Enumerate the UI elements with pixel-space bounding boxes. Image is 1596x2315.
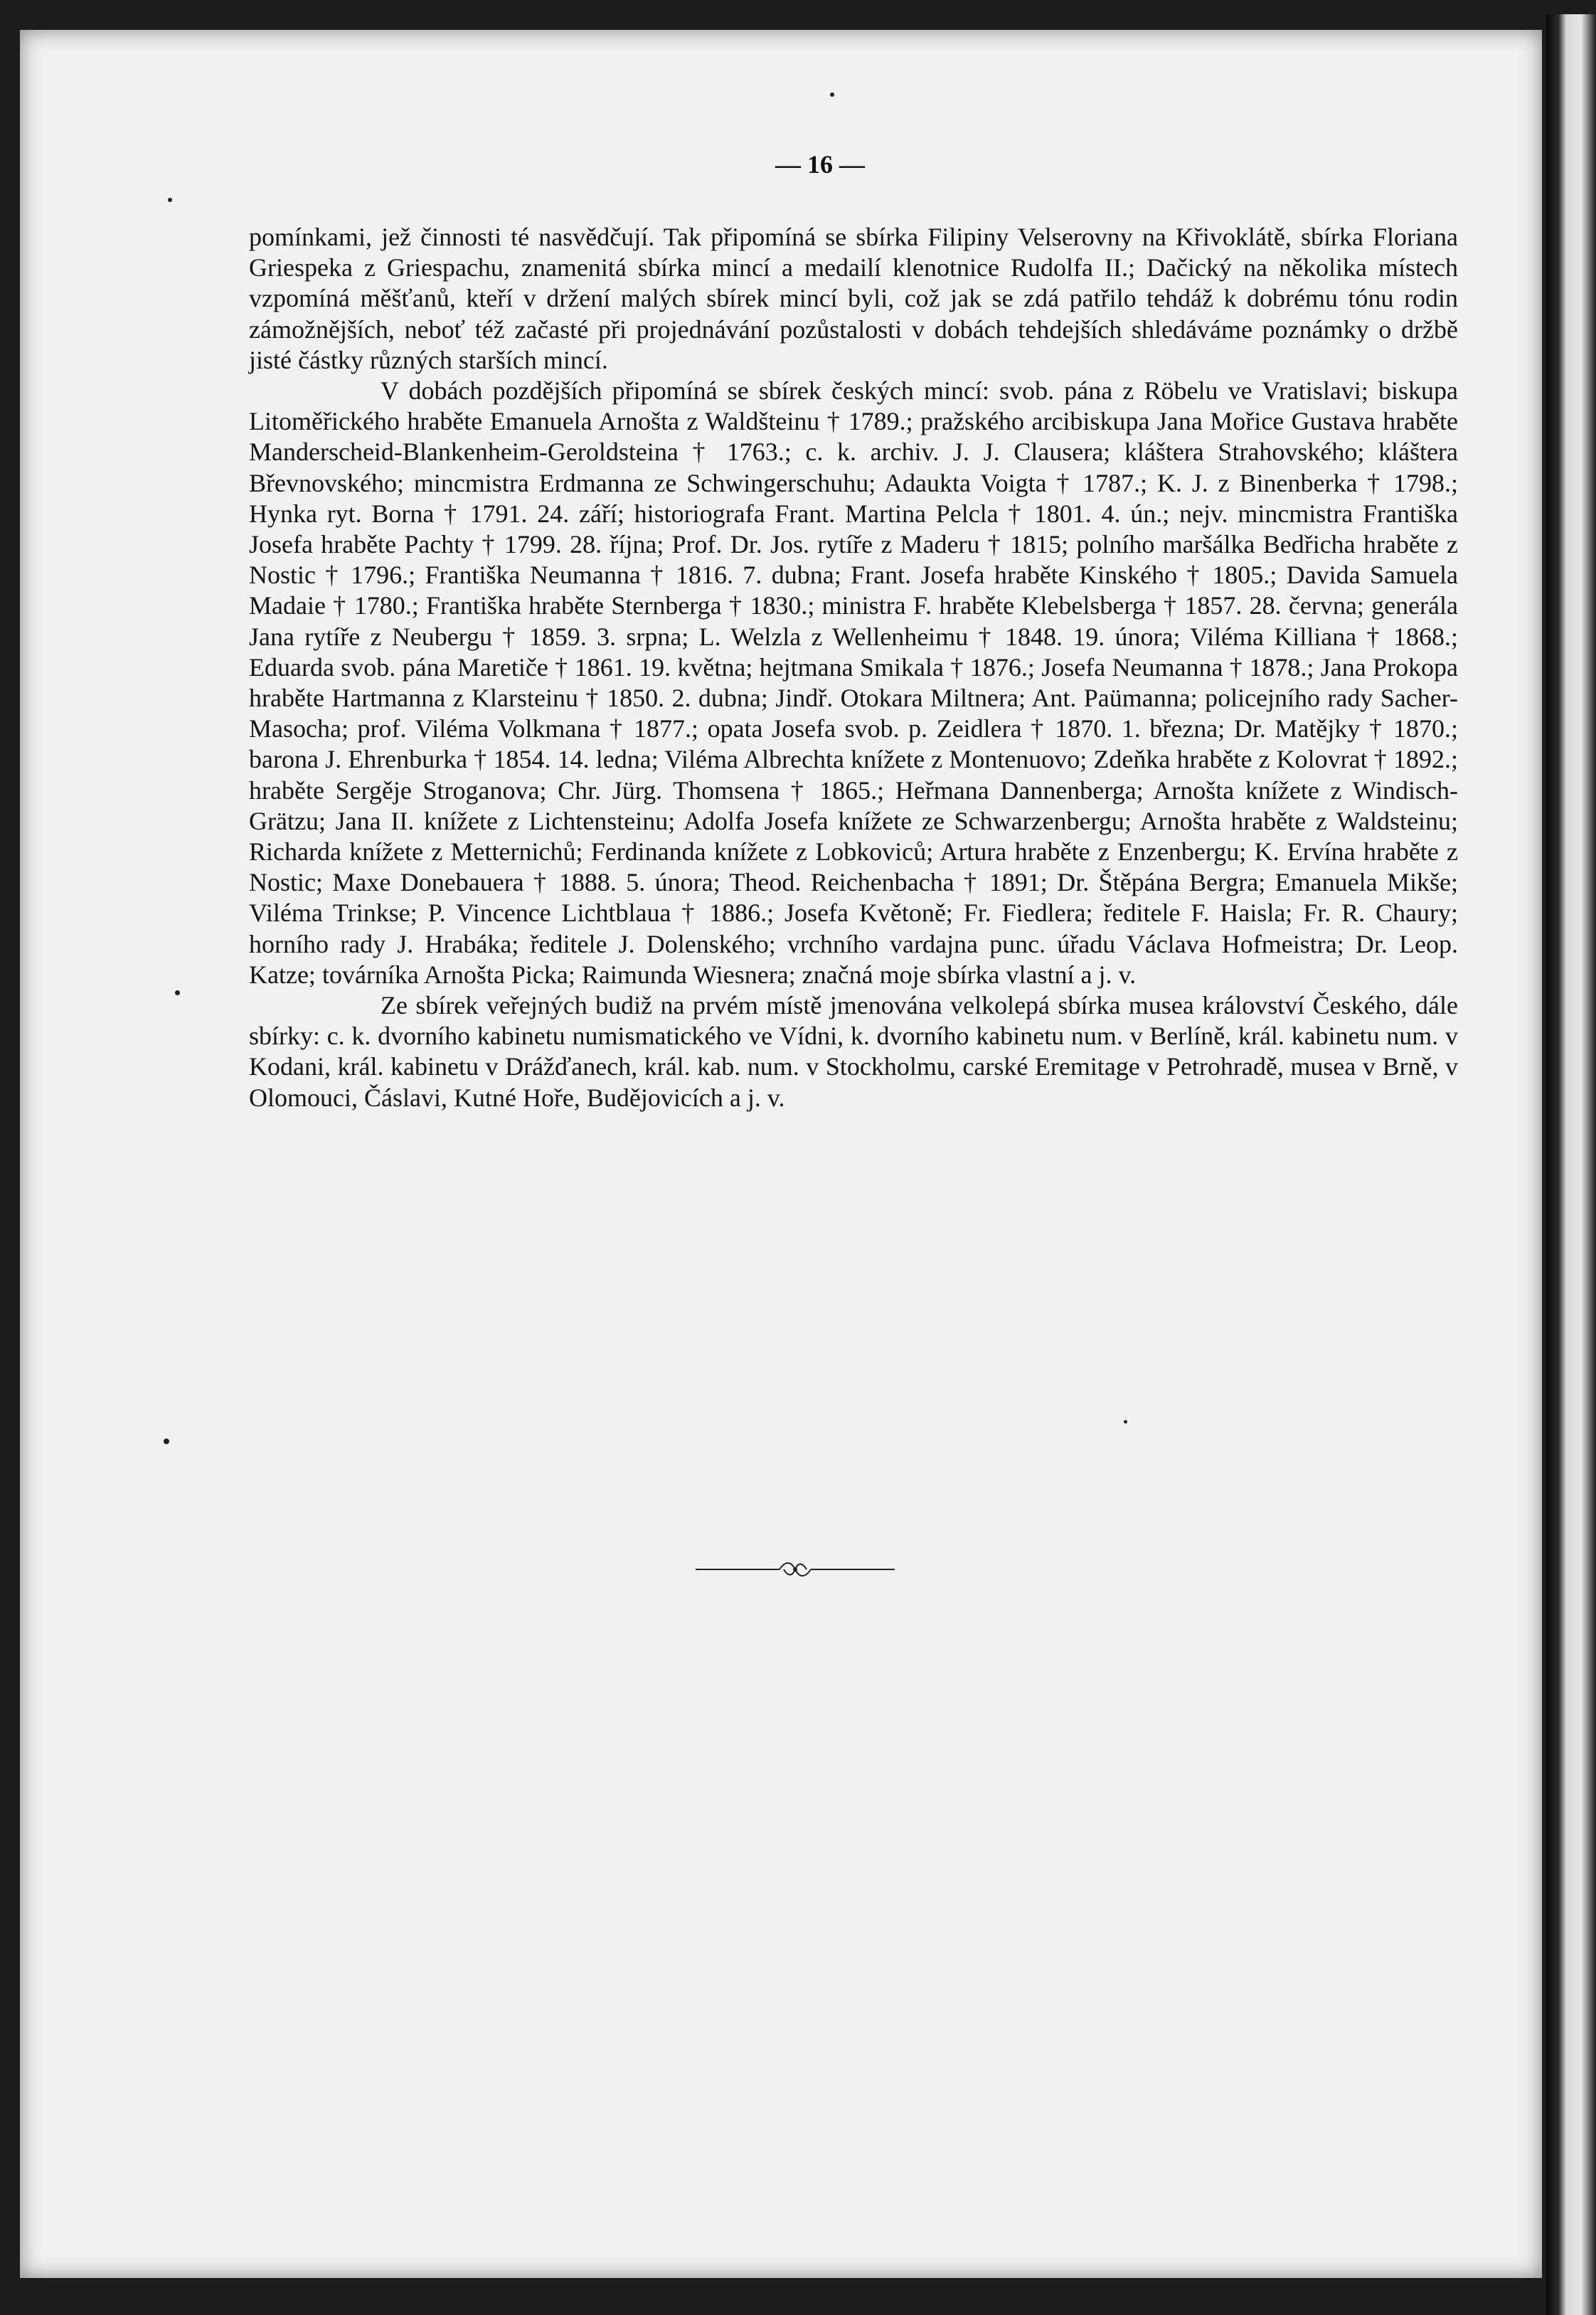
print-speck	[164, 1439, 169, 1444]
paragraph-2: V dobách pozdějších připomíná se sbírek českých mincí: svob. pána z Röbelu ve Vratislavi; biskupa Litoměřického hraběte Emanuela Arnošta z Waldšteinu † 1789.; pražského arcibiskupa Jana Mořice Gustava hraběte Manderscheid-Blankenheim-Geroldsteina † 1763.; c. k. archiv. J. J. Clausera; kláštera Strahovského; kláštera Břevnovského; mincmistra Erdmanna ze Schwingerschuhu; Adaukta Voigta † 1787.; K. J. z Binenberka † 1798.; Hynka ryt. Borna † 1791. 24. září; historiografa Frant. Martina Pelcla † 1801. 4. ún.; nejv. mincmistra Františka Josefa hraběte Pachty † 1799. 28. října; Prof. Dr. Jos. rytíře z Maderu † 1815; polního maršálka Bedřicha hraběte z Nostic † 1796.; Františka Neumanna † 1816. 7. dubna; Frant. Josefa hraběte Kinského † 1805.; Davida Samuela Madaie † 1780.; Františka hraběte Sternberga † 1830.; ministra F. hraběte Klebelsberga † 1857. 28. června; generála Jana rytíře z Neubergu † 1859. 3. srpna; L. Welzla z Wellenheimu † 1848. 19. února; Viléma Killiana † 1868.; Eduarda svob. pána Maretiče † 1861. 19. května; hejtmana Smikala † 1876.; Josefa Neumanna † 1878.; Jana Prokopa hraběte Hartmanna z Klarsteinu † 1850. 2. dubna; Jindř. Otokara Miltnera; Ant. Paümanna; policejního rady Sacher-Masocha; prof. Viléma Volkmana † 1877.; opata Josefa svob. p. Zeidlera † 1870. 1. března; Dr. Matějky † 1870.; barona J. Ehrenburka † 1854. 14. ledna; Viléma Albrechta knížete z Montenuovo; Zdeňka hraběte z Kolovrat † 1892.; hraběte Sergěje Stroganova; Chr. Jürg. Thomsena † 1865.; Heřmana Dannenberga; Arnošta knížete z Windisch-Grätzu; Jana II. knížete z Lichtensteinu; Adolfa Josefa knížete ze Schwarzenbergu; Arnošta hraběte z Waldsteinu; Richarda knížete z Metternichů; Ferdinanda knížete z Lobkoviců; Artura hraběte z Enzenbergu; K. Ervína hraběte z Nostic; Maxe Donebauera † 1888. 5. února; Theod. Reichenbacha † 1891; Dr. Štěpána Bergra; Emanuela Mikše; Viléma Trinkse; P. Vincence Lichtblaua † 1886.; Josefa Květoně; Fr. Fiedlera; ředitele F. Haisla; Fr. R. Chaury; horního rady J. Hrabáka; ředitele J. Dolenského; vrchního vardajna punc. úřadu Václava Hofmeistra; Dr. Leop. Katze; továrníka Arnošta Picka; Raimunda Wiesnera; značná moje sbírka vlastní a j. v.	[249, 376, 1458, 989]
fleuron-divider-icon	[696, 1557, 895, 1582]
paragraph-1: pomínkami, jež činnosti té nasvědčují. Tak připomíná se sbírka Filipiny Velserovny na Křivoklátě, sbírka Floriana Griespeka z Griespachu, znamenitá sbírka mincí a medailí klenotnice Rudolfa II.; Dačický na několika místech vzpomíná měšťanů, kteří v držení malých sbírek mincí byli, což jak se zdá patřilo tehdáž k dobrému tónu rodin zámožnějších, neboť též začasté při projednávání pozůstalosti v dobách tehdejších shledáváme poznámky o držbě jisté částky různých starších mincí.	[249, 223, 1458, 374]
paragraph-3: Ze sbírek veřejných budiž na prvém místě jmenována velkolepá sbírka musea království Českého, dále sbírky: c. k. dvorního kabinetu numismatického ve Vídni, k. dvorního kabinetu num. v Berlíně, král. kabinetu num. v Kodani, král. kabinetu v Drážďanech, král. kab. num. v Stockholmu, carské Eremitage v Petrohradě, musea v Brně, v Olomouci, Čáslavi, Kutné Hoře, Budějovicích a j. v.	[249, 991, 1458, 1112]
body-text	[249, 222, 1458, 1113]
binding-edge	[1546, 14, 1596, 2315]
print-speck	[175, 990, 180, 995]
print-speck	[1124, 1420, 1127, 1424]
print-speck	[830, 92, 834, 97]
print-speck	[168, 198, 172, 202]
page-number: — 16 —	[775, 150, 865, 179]
